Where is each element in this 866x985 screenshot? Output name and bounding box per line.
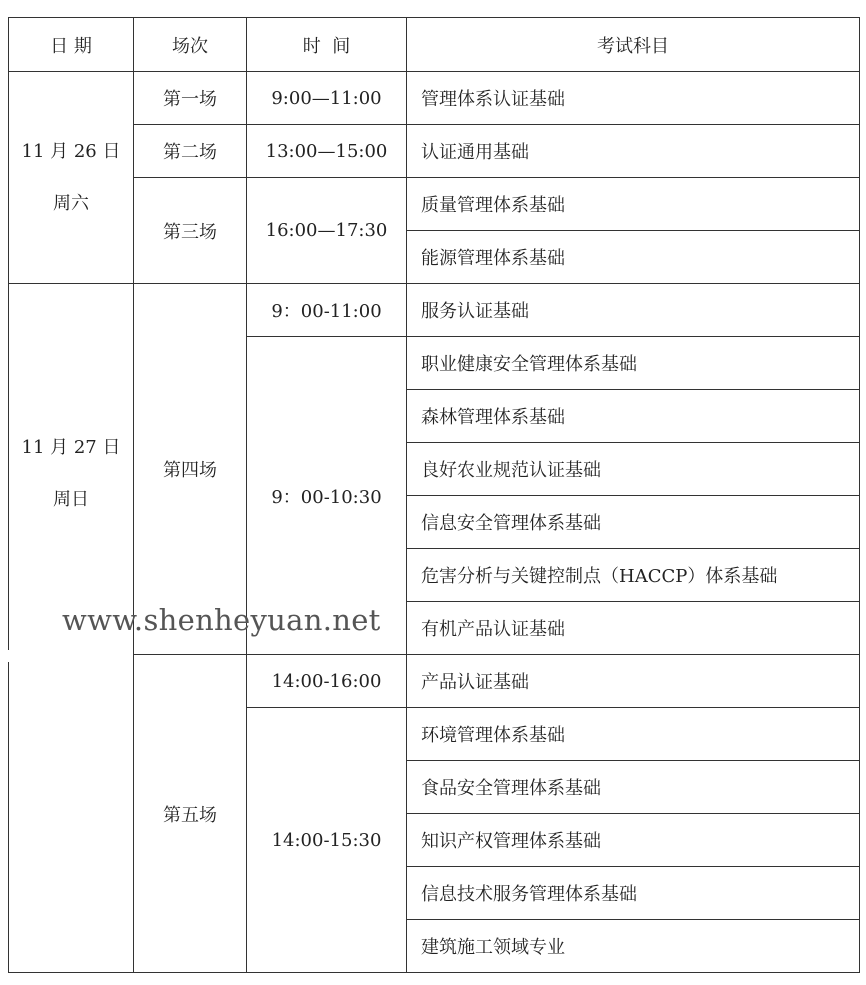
subject-cell: 信息技术服务管理体系基础 <box>407 867 860 920</box>
date-text: 11 月 26 日 <box>21 140 121 162</box>
time-cell: 9：00-11:00 <box>247 284 407 337</box>
subject-cell: 认证通用基础 <box>407 125 860 178</box>
subject-cell: 产品认证基础 <box>407 655 860 708</box>
time-cell: 14:00-16:00 <box>247 655 407 708</box>
subject-cell: 知识产权管理体系基础 <box>407 814 860 867</box>
subject-cell: 质量管理体系基础 <box>407 178 860 231</box>
subject-cell: 食品安全管理体系基础 <box>407 761 860 814</box>
session-cell: 第五场 <box>134 655 247 973</box>
subject-cell: 森林管理体系基础 <box>407 390 860 443</box>
date-text: 11 月 27 日 <box>21 437 121 458</box>
session-cell: 第二场 <box>134 125 247 178</box>
table-row <box>9 178 860 231</box>
weekday-text: 周日 <box>53 489 89 510</box>
subject-cell: 职业健康安全管理体系基础 <box>407 337 860 390</box>
session-cell: 第四场 <box>134 284 247 655</box>
table-row <box>9 284 860 337</box>
session-cell: 第一场 <box>134 72 247 125</box>
subject-cell: 服务认证基础 <box>407 284 860 337</box>
subject-cell: 环境管理体系基础 <box>407 708 860 761</box>
session-cell: 第三场 <box>134 178 247 284</box>
subject-cell: 管理体系认证基础 <box>407 72 860 125</box>
weekday-text: 周六 <box>53 192 89 214</box>
subject-cell: 良好农业规范认证基础 <box>407 443 860 496</box>
time-cell: 9:00—11:00 <box>247 72 407 125</box>
time-cell: 16:00—17:30 <box>247 178 407 284</box>
exam-schedule-table <box>8 17 860 973</box>
header-subject: 考试科目 <box>407 18 860 72</box>
header-row <box>9 18 860 72</box>
subject-cell: 危害分析与关键控制点（HACCP）体系基础 <box>407 549 860 602</box>
date-cell <box>9 72 134 284</box>
subject-cell: 能源管理体系基础 <box>407 231 860 284</box>
time-cell: 9：00-10:30 <box>247 337 407 655</box>
subject-cell: 信息安全管理体系基础 <box>407 496 860 549</box>
table-row <box>9 655 860 708</box>
border-gap <box>6 650 12 662</box>
subject-cell: 建筑施工领域专业 <box>407 920 860 973</box>
time-cell: 13:00—15:00 <box>247 125 407 178</box>
header-date: 日 期 <box>9 18 134 72</box>
subject-cell: 有机产品认证基础 <box>407 602 860 655</box>
table-row <box>9 125 860 178</box>
watermark-text: www.shenheyuan.net <box>62 603 381 637</box>
table-row <box>9 72 860 125</box>
header-session: 场次 <box>134 18 247 72</box>
time-cell: 14:00-15:30 <box>247 708 407 973</box>
header-time: 时 间 <box>247 18 407 72</box>
